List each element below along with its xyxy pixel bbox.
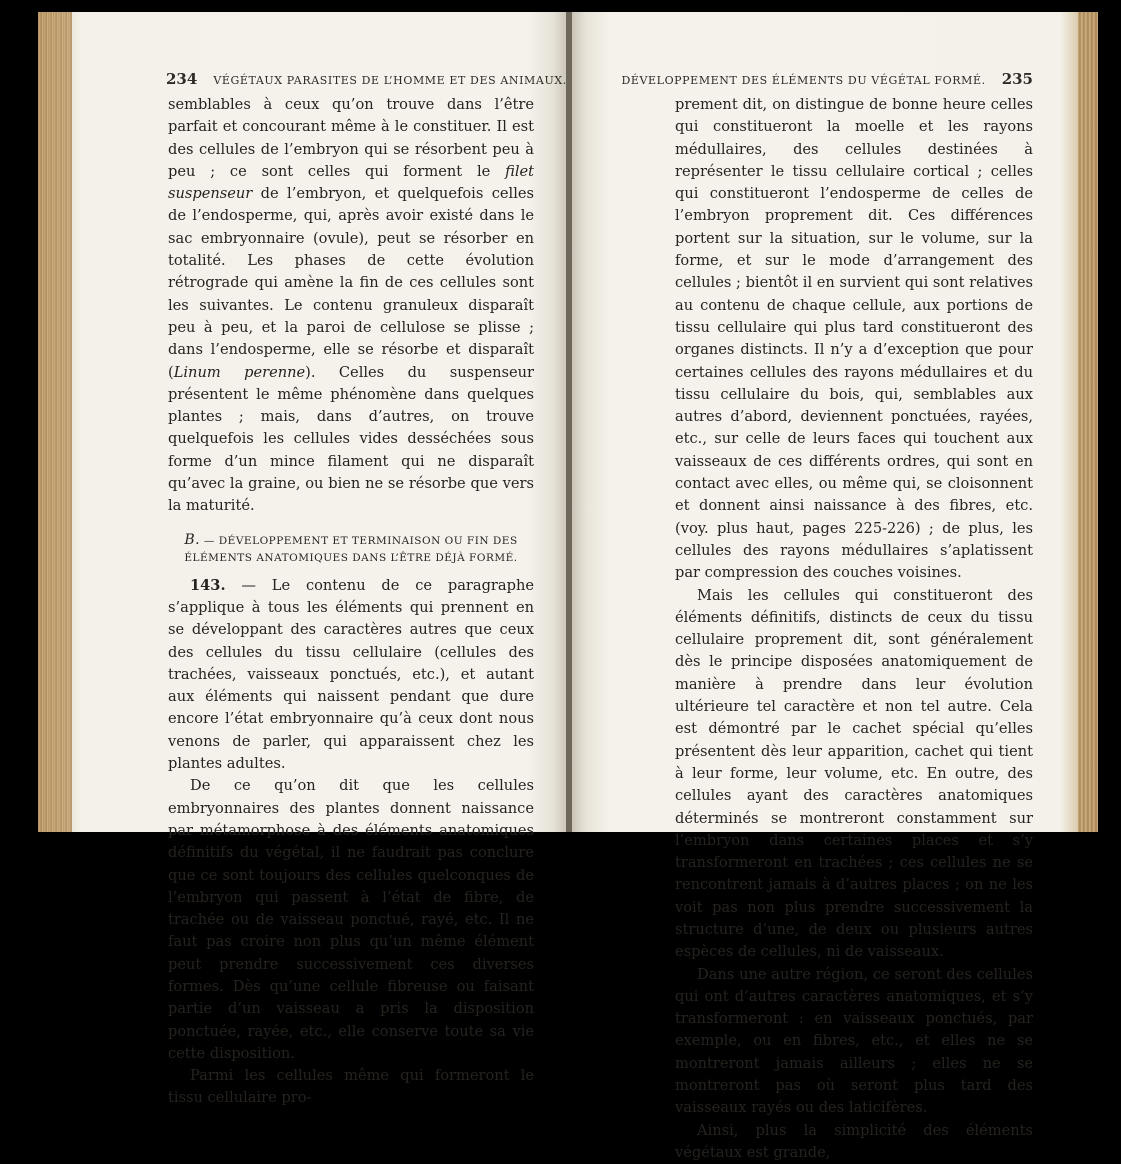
- left-running-title: VÉGÉTAUX PARASITES DE L’HOMME ET DES ANIMAUX.: [213, 74, 567, 87]
- section-heading: [168, 532, 534, 567]
- open-book: [38, 12, 1098, 1161]
- right-running-head: [621, 70, 1033, 88]
- left-para1-text-c: ). Celles du suspenseur présentent le même phénomène dans quelques plantes ; mais, dans d’autres, on trouve quelquefois les cellules vides desséchées sous forme d’un mince filament qui ne disparaît qu’avec la graine, ou bien ne se résorbe que vers la maturité.: [168, 363, 534, 515]
- section-letter: B.: [184, 531, 201, 548]
- left-page-edges: [38, 12, 72, 832]
- right-page-text: [675, 94, 1033, 1164]
- paragraph-number: 143.: [190, 576, 226, 594]
- left-para1-text-a: semblables à ceux qu’on trouve dans l’être parfait et concourant même à le constituer. Il est des cellules de l’embryon qui se résorbent peu à peu ; ce sont celles qui forment le: [168, 96, 534, 180]
- right-paragraph-3: Dans une autre région, ce seront des cellules qui ont d’autres caractères anatomiques, et s’y transformeront : en vaisseaux ponctués, par exemple, ou en fibres, etc., et elles ne se montreront jamais ailleurs ; elles ne se montreront pas où seront plus tard des vaisseaux rayés ou des laticifères.: [675, 965, 1033, 1117]
- left-para1-text-b: de l’embryon, et quelquefois celles de l’endosperme, qui, après avoir existé dans le sac embryonnaire (ovule), peut se résorber en totalité. Les phases de cette évolution rétrograde qui amène la fin de ces cellules sont les suivantes. Le contenu granuleux disparaît peu à peu, et la paroi de cellulose se plisse ; dans l’endosperme, elle se résorbe et disparaît (: [168, 185, 534, 381]
- left-paragraph-1: [168, 94, 534, 518]
- right-paragraph-4: Ainsi, plus la simplicité des éléments végétaux est grande,: [675, 1121, 1033, 1161]
- section-title: — DÉVELOPPEMENT ET TERMINAISON OU FIN DES ÉLÉMENTS ANATOMIQUES DANS L’ÊTRE DÉJÀ FORMÉ.: [184, 534, 518, 564]
- left-paragraph-4: Parmi les cellules même qui formeront le tissu cellulaire pro-: [168, 1067, 534, 1107]
- left-running-head: [166, 70, 567, 88]
- right-running-title: DÉVELOPPEMENT DES ÉLÉMENTS DU VÉGÉTAL FORMÉ.: [621, 74, 986, 87]
- left-page-number: 234: [166, 70, 198, 88]
- right-page-edges: [1078, 12, 1098, 832]
- left-para2-text: — Le contenu de ce paragraphe s’applique à tous les éléments qui prennent en se développant des caractères autres que ceux des cellules du tissu cellulaire (cellules des trachées, vaisseaux ponctués, etc.), et autant aux éléments qui naissent pendant que dure encore l’état embryonnaire qu’à ceux dont nous venons de parler, qui apparaissent chez les plantes adultes.: [168, 576, 534, 773]
- left-paragraph-3: De ce qu’on dit que les cellules embryonnaires des plantes donnent naissance par métamorphose à des éléments anatomiques définitifs du végétal, il ne faudrait pas conclure que ce sont toujours des cellules quelconques de l’embryon qui passent à l’état de fibre, de trachée ou de vaisseau ponctué, rayé, etc. Il ne faut pas croire non plus qu’un même élément peut prendre successivement ces diverses formes. Dès qu’une cellule fibreuse ou faisant partie d’un vaisseau a pris la disposition ponctuée, rayée, etc., elle conserve toute sa vie cette disposition.: [168, 777, 534, 1062]
- right-paragraph-1: prement dit, on distingue de bonne heure celles qui constitueront la moelle et les rayons médullaires, des cellules destinées à représenter le tissu cellulaire cortical ; celles qui constitueront l’endosperme de celles de l’embryon proprement dit. Ces différences portent sur la situation, sur le volume, sur la forme, et sur le mode d’arrangement des cellules ; bientôt il en survient qui sont relatives au contenu de chaque cellule, aux portions de tissu cellulaire qui plus tard constitueront des organes distincts. Il n’y a d’exception que pour certaines cellules des rayons médullaires et du tissu cellulaire du bois, qui, semblables aux autres d’abord, deviennent ponctuées, rayées, etc., sur celle de leurs faces qui touchent aux vaisseaux de ces différents ordres, qui sont en contact avec elles, ou même qui, se cloisonnent et donnent ainsi naissance à des fibres, etc. (voy. plus haut, pages 225-226) ; de plus, les cellules des rayons médullaires s’aplatissent par compression des couches voisines.: [675, 96, 1033, 582]
- left-para1-italic-term: filet suspenseur: [168, 162, 534, 203]
- book-gutter: [566, 12, 572, 832]
- left-paragraph-2: [168, 575, 534, 776]
- right-paragraph-2: Mais les cellules qui constitueront des éléments définitifs, distincts de ceux du tissu cellulaire proprement dit, sont généralement dès le principe disposées anatomiquement de manière à prendre dans leur évolution ultérieure tel caractère et non tel autre. Cela est démontré par le cachet spécial qu’elles présentent dès leur apparition, cachet qui tient à leur forme, leur volume, etc. En outre, des cellules ayant des caractères anatomiques déterminés se montreront constamment sur l’embryon dans certaines places et s’y transformeront en trachées ; ces cellules ne se rencontrent jamais à d’autres places ; on ne les voit pas non plus prendre successivement la structure d’une, de deux ou plusieurs autres espèces de cellules, ni de vaisseaux.: [675, 586, 1033, 961]
- right-page-number: 235: [1001, 70, 1033, 88]
- left-page-text: [168, 94, 534, 1110]
- left-para1-species-name: Linum perenne: [173, 363, 306, 381]
